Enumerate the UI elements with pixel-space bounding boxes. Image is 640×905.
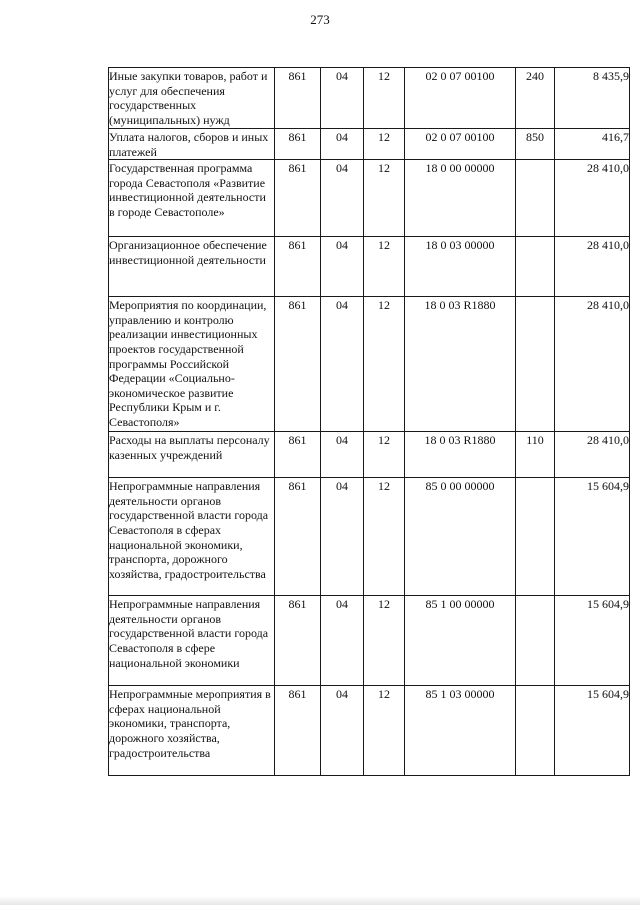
row-group-code-cell: 861: [275, 237, 321, 297]
row-subsection-cell: 12: [364, 160, 405, 237]
table-row: [109, 297, 630, 432]
table-row: [109, 129, 630, 160]
row-group-code-cell: 861: [275, 160, 321, 237]
row-name-cell: Непрограммные направления деятельности органов государственной власти города Севастополя в сфере национальной экономики: [109, 596, 275, 686]
table-row: [109, 237, 630, 297]
row-section-cell: 04: [321, 68, 364, 129]
row-name-cell: Мероприятия по координации, управлению и контролю реализации инвестиционных проектов государственной программы Российской Федерации «Социально-экономическое развитие Республики Крым и г. Севастополя»: [109, 297, 275, 432]
row-amount-cell: 15 604,9: [555, 686, 630, 776]
row-group-code-cell: 861: [275, 478, 321, 596]
row-expense-type-cell: 850: [516, 129, 555, 160]
row-subsection-cell: 12: [364, 68, 405, 129]
row-subsection-cell: 12: [364, 297, 405, 432]
row-amount-cell: 28 410,0: [555, 432, 630, 478]
row-subsection-cell: 12: [364, 129, 405, 160]
row-amount-cell: 15 604,9: [555, 478, 630, 596]
row-section-cell: 04: [321, 432, 364, 478]
row-expense-type-cell: [516, 686, 555, 776]
table-row: [109, 686, 630, 776]
row-expense-type-cell: [516, 237, 555, 297]
row-group-code-cell: 861: [275, 686, 321, 776]
row-section-cell: 04: [321, 596, 364, 686]
table-row: [109, 160, 630, 237]
row-group-code-cell: 861: [275, 68, 321, 129]
row-group-code-cell: 861: [275, 129, 321, 160]
row-subsection-cell: 12: [364, 478, 405, 596]
row-name-cell: Организационное обеспечение инвестиционной деятельности: [109, 237, 275, 297]
row-target-code-cell: 02 0 07 00100: [405, 68, 516, 129]
page-bottom-edge: [0, 896, 640, 905]
row-target-code-cell: 18 0 03 R1880: [405, 432, 516, 478]
row-section-cell: 04: [321, 686, 364, 776]
row-section-cell: 04: [321, 160, 364, 237]
row-section-cell: 04: [321, 129, 364, 160]
row-name-cell: Расходы на выплаты персоналу казенных учреждений: [109, 432, 275, 478]
row-target-code-cell: 85 0 00 00000: [405, 478, 516, 596]
row-target-code-cell: 85 1 03 00000: [405, 686, 516, 776]
row-expense-type-cell: 110: [516, 432, 555, 478]
row-section-cell: 04: [321, 237, 364, 297]
row-amount-cell: 416,7: [555, 129, 630, 160]
row-name-cell: Уплата налогов, сборов и иных платежей: [109, 129, 275, 160]
table-row: [109, 478, 630, 596]
row-expense-type-cell: [516, 596, 555, 686]
row-expense-type-cell: 240: [516, 68, 555, 129]
row-name-cell: Непрограммные мероприятия в сферах национальной экономики, транспорта, дорожного хозяйства, градостроительства: [109, 686, 275, 776]
row-target-code-cell: 18 0 03 00000: [405, 237, 516, 297]
row-section-cell: 04: [321, 478, 364, 596]
row-amount-cell: 28 410,0: [555, 160, 630, 237]
row-name-cell: Государственная программа города Севастополя «Развитие инвестиционной деятельности в городе Севастополе»: [109, 160, 275, 237]
table-row: [109, 68, 630, 129]
row-target-code-cell: 85 1 00 00000: [405, 596, 516, 686]
row-target-code-cell: 18 0 00 00000: [405, 160, 516, 237]
table-row: [109, 432, 630, 478]
row-target-code-cell: 02 0 07 00100: [405, 129, 516, 160]
row-name-cell: Иные закупки товаров, работ и услуг для обеспечения государственных (муниципальных) нужд: [109, 68, 275, 129]
row-expense-type-cell: [516, 297, 555, 432]
row-expense-type-cell: [516, 478, 555, 596]
row-subsection-cell: 12: [364, 686, 405, 776]
budget-table: [108, 67, 630, 776]
row-name-cell: Непрограммные направления деятельности органов государственной власти города Севастополя в сферах национальной экономики, транспорта, дорожного хозяйства, градостроительства: [109, 478, 275, 596]
row-group-code-cell: 861: [275, 432, 321, 478]
row-subsection-cell: 12: [364, 596, 405, 686]
row-group-code-cell: 861: [275, 297, 321, 432]
budget-table-body: [109, 68, 630, 776]
row-expense-type-cell: [516, 160, 555, 237]
row-amount-cell: 15 604,9: [555, 596, 630, 686]
row-amount-cell: 8 435,9: [555, 68, 630, 129]
row-target-code-cell: 18 0 03 R1880: [405, 297, 516, 432]
row-amount-cell: 28 410,0: [555, 297, 630, 432]
row-subsection-cell: 12: [364, 237, 405, 297]
row-amount-cell: 28 410,0: [555, 237, 630, 297]
row-subsection-cell: 12: [364, 432, 405, 478]
table-row: [109, 596, 630, 686]
row-section-cell: 04: [321, 297, 364, 432]
row-group-code-cell: 861: [275, 596, 321, 686]
page-number: 273: [310, 12, 330, 27]
